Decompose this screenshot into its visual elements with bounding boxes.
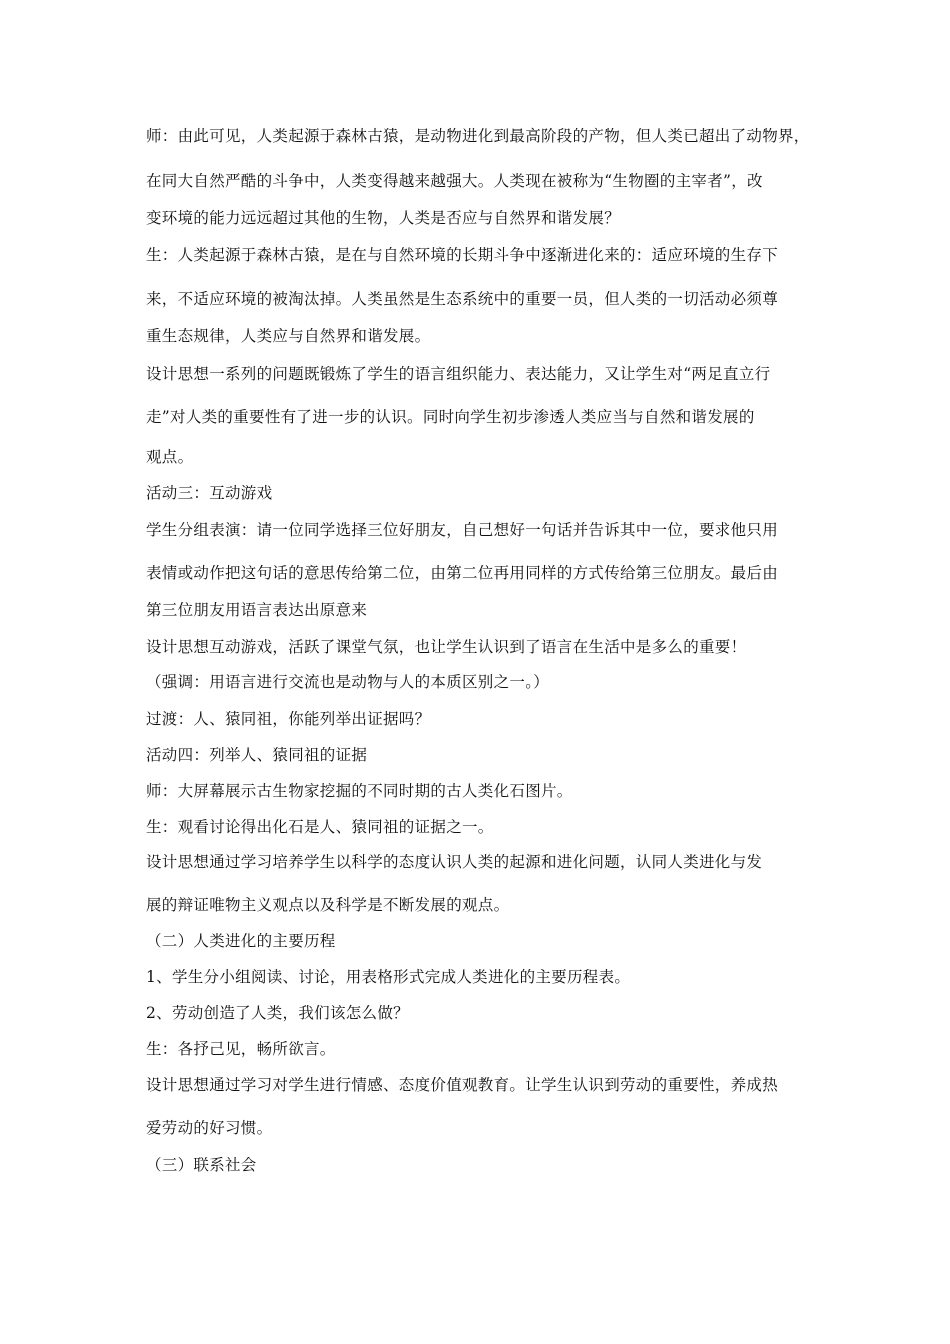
text-line: 展的辩证唯物主义观点以及科学是不断发展的观点。 bbox=[146, 896, 510, 914]
section-heading: 活动三：互动游戏 bbox=[146, 484, 273, 502]
text-line: （强调：用语言进行交流也是动物与人的本质区别之一。） bbox=[146, 673, 550, 691]
text-line: 设计思想通过学习培养学生以科学的态度认识人类的起源和进化问题，认同人类进化与发 bbox=[146, 853, 763, 871]
section-heading: （二）人类进化的主要历程 bbox=[146, 932, 336, 950]
text-line: 表情或动作把这句话的意思传给第二位，由第二位再用同样的方式传给第三位朋友。最后由 bbox=[146, 564, 779, 582]
text-line: 过渡：人、猿同祖，你能列举出证据吗？ bbox=[146, 710, 431, 728]
text-line: 重生态规律，人类应与自然界和谐发展。 bbox=[146, 327, 431, 345]
text-line: 变环境的能力远远超过其他的生物，人类是否应与自然界和谐发展？ bbox=[146, 209, 621, 227]
text-line: 2、劳动创造了人类，我们该怎么做？ bbox=[146, 1004, 409, 1022]
text-line: 在同大自然严酷的斗争中，人类变得越来越强大。人类现在被称为“生物圈的主宰者”，改 bbox=[146, 172, 763, 190]
text-line: 师：大屏幕展示古生物家挖掘的不同时期的古人类化石图片。 bbox=[146, 782, 573, 800]
text-line: 生：人类起源于森林古猿，是在与自然环境的长期斗争中逐渐进化来的：适应环境的生存下 bbox=[146, 246, 779, 264]
text-line: 生：各抒己见，畅所欲言。 bbox=[146, 1040, 336, 1058]
section-heading: （三）联系社会 bbox=[146, 1156, 257, 1174]
text-line: 设计思想一系列的问题既锻炼了学生的语言组织能力、表达能力，又让学生对“两足直立行 bbox=[146, 365, 771, 383]
text-line: 师：由此可见，人类起源于森林古猿，是动物进化到最高阶段的产物，但人类已超出了动物界， bbox=[146, 127, 810, 145]
text-line: 观点。 bbox=[146, 448, 194, 466]
text-line: 爱劳动的好习惯。 bbox=[146, 1119, 273, 1137]
text-line: 设计思想通过学习对学生进行情感、态度价值观教育。让学生认识到劳动的重要性，养成热 bbox=[146, 1076, 779, 1094]
text-line: 第三位朋友用语言表达出原意来 bbox=[146, 601, 368, 619]
text-line: 生：观看讨论得出化石是人、猿同祖的证据之一。 bbox=[146, 818, 494, 836]
section-heading: 活动四：列举人、猿同祖的证据 bbox=[146, 746, 368, 764]
text-line: 设计思想互动游戏，活跃了课堂气氛，也让学生认识到了语言在生活中是多么的重要！ bbox=[146, 638, 747, 656]
text-line: 走”对人类的重要性有了进一步的认识。同时向学生初步渗透人类应当与自然和谐发展的 bbox=[146, 408, 755, 426]
text-line: 学生分组表演：请一位同学选择三位好朋友，自己想好一句话并告诉其中一位，要求他只用 bbox=[146, 521, 779, 539]
text-line: 来，不适应环境的被淘汰掉。人类虽然是生态系统中的重要一员，但人类的一切活动必须尊 bbox=[146, 290, 779, 308]
text-line: 1、学生分小组阅读、讨论，用表格形式完成人类进化的主要历程表。 bbox=[146, 968, 631, 986]
